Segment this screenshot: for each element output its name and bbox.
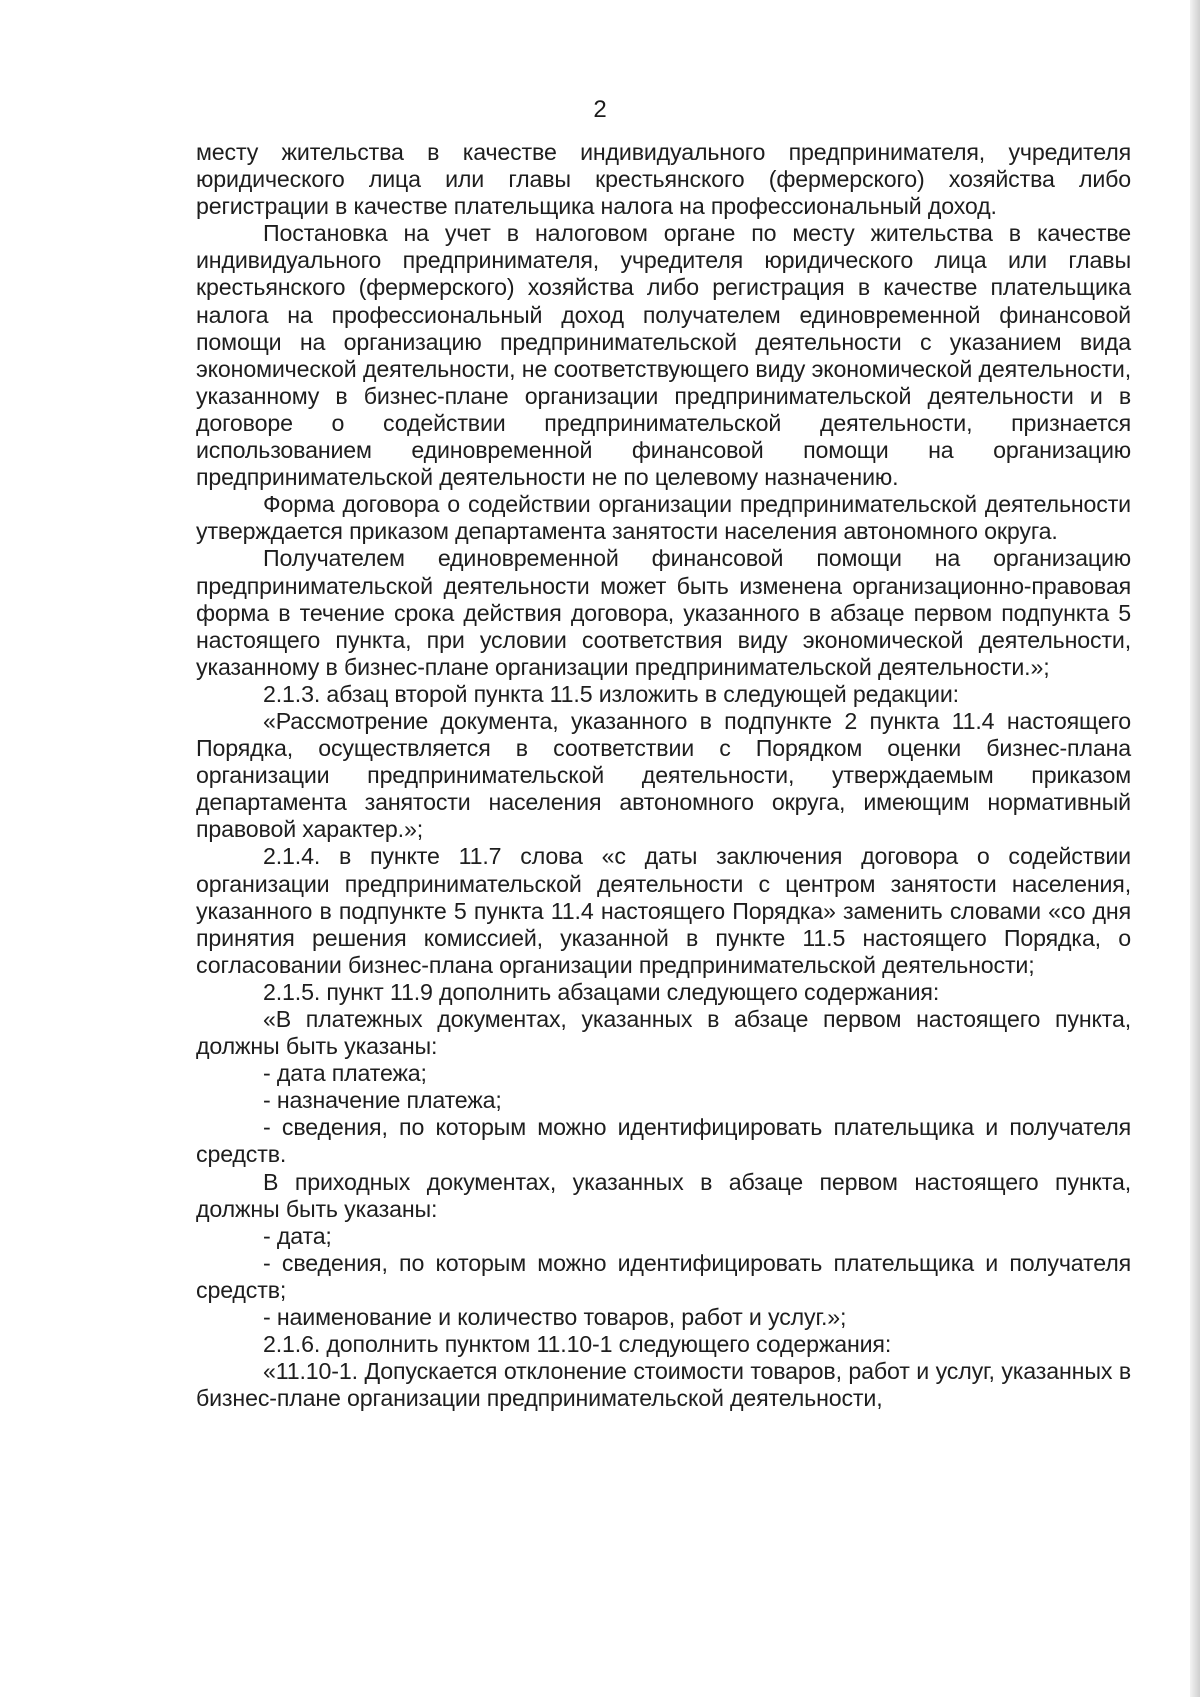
paragraph: месту жительства в качестве индивидуального предпринимателя, учредителя юридического лица или главы крестьянского (фермерского) хозяйства либо регистрации в качестве плательщика налога на профессиональный доход. bbox=[196, 139, 1131, 220]
list-item: - сведения, по которым можно идентифицировать плательщика и получателя средств. bbox=[196, 1114, 1131, 1168]
paragraph: Постановка на учет в налоговом органе по месту жительства в качестве индивидуального предпринимателя, учредителя юридического лица или главы крестьянского (фермерского) хозяйства либо регистрация в качестве плательщика налога на профессиональный доход получателем единовременной финансовой помощи на организацию предпринимательской деятельности с указанием вида экономической деятельности, не соответствующего виду экономической деятельности, указанному в бизнес-плане организации предпринимательской деятельности и в договоре о содействии предпринимательской деятельности, признается использованием единовременной финансовой помощи на организацию предпринимательской деятельности не по целевому назначению. bbox=[196, 220, 1131, 491]
document-body bbox=[196, 139, 1131, 1412]
list-item: - сведения, по которым можно идентифицировать плательщика и получателя средств; bbox=[196, 1249, 1131, 1303]
paragraph: «В платежных документах, указанных в абзаце первом настоящего пункта, должны быть указаны: bbox=[196, 1006, 1131, 1060]
scan-edge-shadow bbox=[1190, 0, 1200, 1697]
paragraph: 2.1.3. абзац второй пункта 11.5 изложить в следующей редакции: bbox=[263, 680, 959, 707]
list-item: - назначение платежа; bbox=[263, 1087, 502, 1114]
list-item: - дата; bbox=[263, 1222, 332, 1249]
page-number: 2 bbox=[593, 96, 607, 123]
paragraph: В приходных документах, указанных в абзаце первом настоящего пункта, должны быть указаны: bbox=[196, 1168, 1131, 1222]
paragraph: Получателем единовременной финансовой помощи на организацию предпринимательской деятельности может быть изменена организационно-правовая форма в течение срока действия договора, указанного в абзаце первом подпункта 5 настоящего пункта, при условии соответствия виду экономической деятельности, указанному в бизнес-плане организации предпринимательской деятельности.»; bbox=[196, 545, 1131, 680]
paragraph: «11.10-1. Допускается отклонение стоимости товаров, работ и услуг, указанных в бизнес-плане организации предпринимательской деятельности, bbox=[196, 1358, 1131, 1412]
list-item: - наименование и количество товаров, работ и услуг.»; bbox=[263, 1304, 847, 1331]
paragraph: 2.1.5. пункт 11.9 дополнить абзацами следующего содержания: bbox=[263, 978, 940, 1005]
paragraph: 2.1.4. в пункте 11.7 слова «с даты заключения договора о содействии организации предпринимательской деятельности с центром занятости населения, указанного в подпункте 5 пункта 11.4 настоящего Порядка» заменить словами «со дня принятия решения комиссией, указанной в пункте 11.5 настоящего Порядка, о согласовании бизнес-плана организации предпринимательской деятельности; bbox=[196, 843, 1131, 978]
list-item: - дата платежа; bbox=[263, 1060, 427, 1087]
paragraph: «Рассмотрение документа, указанного в подпункте 2 пункта 11.4 настоящего Порядка, осуществляется в соответствии с Порядком оценки бизнес-плана организации предпринимательской деятельности, утверждаемым приказом департамента занятости населения автономного округа, имеющим нормативный правовой характер.»; bbox=[196, 707, 1131, 843]
paragraph: Форма договора о содействии организации предпринимательской деятельности утверждается приказом департамента занятости населения автономного округа. bbox=[196, 491, 1131, 545]
paragraph: 2.1.6. дополнить пунктом 11.10-1 следующего содержания: bbox=[263, 1331, 892, 1358]
